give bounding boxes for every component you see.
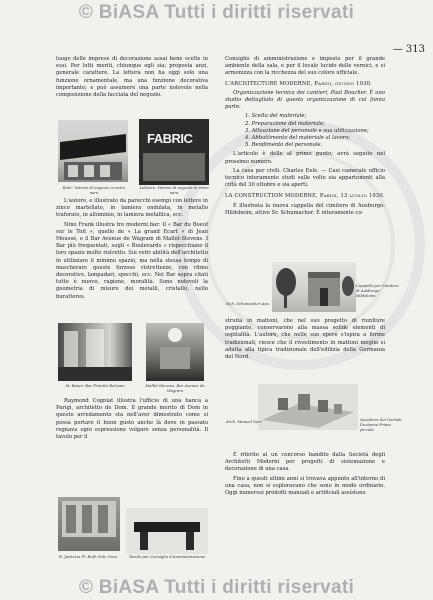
- left-body-1: L'autore, e illustrato da parecchi esempi con lettere in zinco martellato, in lamiera ondulata, in metallo traforato, in alluminio, in lamiera metallica, ecc. Nino Frank illustra tre moderni bar: Il « Bar du Boeuf sur le Toit », quello de « La grand Ecart » di Jean Moussé, e il Bar Avenue de Wagram di Mallet-Stevens. I Bar più frequentati, sugli « Boulevards » rispecchiano il loro spazio molto ristretto. Sui vetri abilità dell'architetto in utilizzare il minimo spazio, ma nella stessa tempo di mascherare queste forzose ristrettezze, con ritmo decorativo, lampadari, specchi, ecc. Nei Bar sopra citati tutto è nuovo, ragione, moralità. Sono notevoli la geometria di misure dei metalli, cristallo, nello buratteres.: [56, 198, 208, 300]
- section-head-construction: LA CONSTRUCTION MODERNE, Parigi, 13 luglio 1930.: [225, 193, 385, 200]
- photo-shop-sign-right: [139, 119, 209, 185]
- caption-photo-3: M. Bauer. Bar Priorité Bolzano: [65, 383, 125, 388]
- caption-photo-2: Lelievre. Vetrine di negozio in vetro nero: [139, 185, 209, 195]
- list-item: 3. Attuazione del personale e sua utilizzazione;: [245, 127, 369, 134]
- organization-list: [245, 113, 385, 149]
- list-item: 5. Rendimento del personale.: [245, 142, 323, 149]
- left-intro: luogo delle imprese di decorazione assai bene scelte in essi. Per lutti meriti, chiunque egli sia; proposta anzi, generale carattere. La lettera non ha oggi solo una funzione ornamentale, ma una funzione decorativa importante; e può assumere una parte notevole nella composizione della facciata del negozio.: [56, 56, 208, 99]
- page-number: — 313: [392, 44, 425, 55]
- caption-photo-6: Tavolo per Consiglio d'Amministrazione: [128, 554, 206, 559]
- photo-board-table: [126, 508, 208, 554]
- photo-shop-sign-left: [58, 120, 128, 182]
- left-body-2: Raymond Cogniat illustra l'ufficio di una banca a Parigi, architetto de Dom. Il grande merito di Dom in questo arredamento sta nell'aver dimostrato come si possa portare il buon gusto anche là dove in passato regnava ogni espressione volgare senza personalità. Il tavolo per il: [56, 398, 208, 441]
- caption-chapel-architect: Hch. Schumacher Aus.: [226, 301, 270, 306]
- caption-photo-4: Mallet-Stevens. Bar Avenue de Wagram: [145, 383, 205, 393]
- watermark-top: © BiASA Tutti i diritti riservati: [78, 2, 355, 23]
- photo-bar-wagram: [146, 323, 204, 381]
- list-item: 4. Abbattimento del materiale al lavoro;: [245, 135, 351, 142]
- fabric-sign-text: FABRIC: [147, 131, 193, 146]
- photo-quartiere-model: [258, 384, 358, 430]
- photo-chapel: [272, 262, 356, 312]
- right-intro: Consiglio di amministrazione e imposto per il grande ambiente della sala, e per il locale lucido delle vernici, e si armonizza con la ricchezza del suo colore ufficiale. L'ARCHITECTURE MODERNE, Parigi, giugno 1930. Organizzazione tecnica dei cantieri, Paul Boucher. È uno studio dettagliato di questa organizzazione di cui fanno parte: 1. Scelta del materiale; 2. Preparazione del materiale; 3. Attuazione del personale e sua utilizzazione; 4. Abbattimento del materiale al lavoro; 5. Rendimento del personale. L'articolo è delle al primo punto; avrà seguito nel prossimo numero. La casa per civili. Charles Eele. — Casi camerale ufficio tecnico interamente studi sulle volte sia appartenenti alla città del 30 ottobre e sia aperti. LA CONSTRUCTION MODERNE, Parigi, 13 luglio 1930. È illustrata la nuova cappella del cimitero di Ausburgo-Hildsheim, attive Sr. Schumacher. È interamente co-: [225, 56, 385, 216]
- caption-chapel: Cappella per Cimitero di Ausburgo-Hildsheim: [356, 283, 399, 298]
- caption-quartiere: Quartiere dei Gortioli Dovienne Prima piccola: [360, 417, 402, 432]
- right-body-3: È riferito al un concorso bandito dalla Società degli Architetti Moderni per progetti di sistemazione e decorazione di una casa. Fino a questi ultimi anni si trovava appunto all'interno di una casa, non si esploravano che sono in modo ordinario. Oggi numerosi prodotti manuali e artificiali assistono: [225, 452, 385, 497]
- caption-photo-1: Rohr. Vetrine di negozio in vetro nero: [62, 185, 126, 195]
- section-head-architecture: L'ARCHITECTURE MODERNE, Parigi, giugno 1930.: [225, 80, 372, 87]
- right-body-2: struita in mattoni, che nel suo progetto di riuniture poggiante, conservarono alla massa solide elementi di ospitalità. L'autore, che nelle sue opere s'ispira a forme tradizionali, riesce che il rivestimento in mattoni meglio si adatta alla tipica tradizionale dell'edilizia della Germania del Nord.: [225, 318, 385, 361]
- caption-photo-5: R. Jacheria Pl. Roth Salv. Dom: [58, 554, 117, 559]
- photo-bank-office: [58, 497, 120, 551]
- caption-quartiere-architect: Arch. Manuel Serr: [226, 419, 262, 424]
- shop-sign-left-drawing: [58, 120, 128, 182]
- list-item: 2. Preparazione del materiale;: [245, 120, 325, 127]
- watermark-bottom: © BiASA Tutti i diritti riservati: [78, 577, 355, 598]
- photo-bar-priorite: [58, 323, 132, 381]
- list-item: 1. Scelta del materiale;: [245, 113, 307, 120]
